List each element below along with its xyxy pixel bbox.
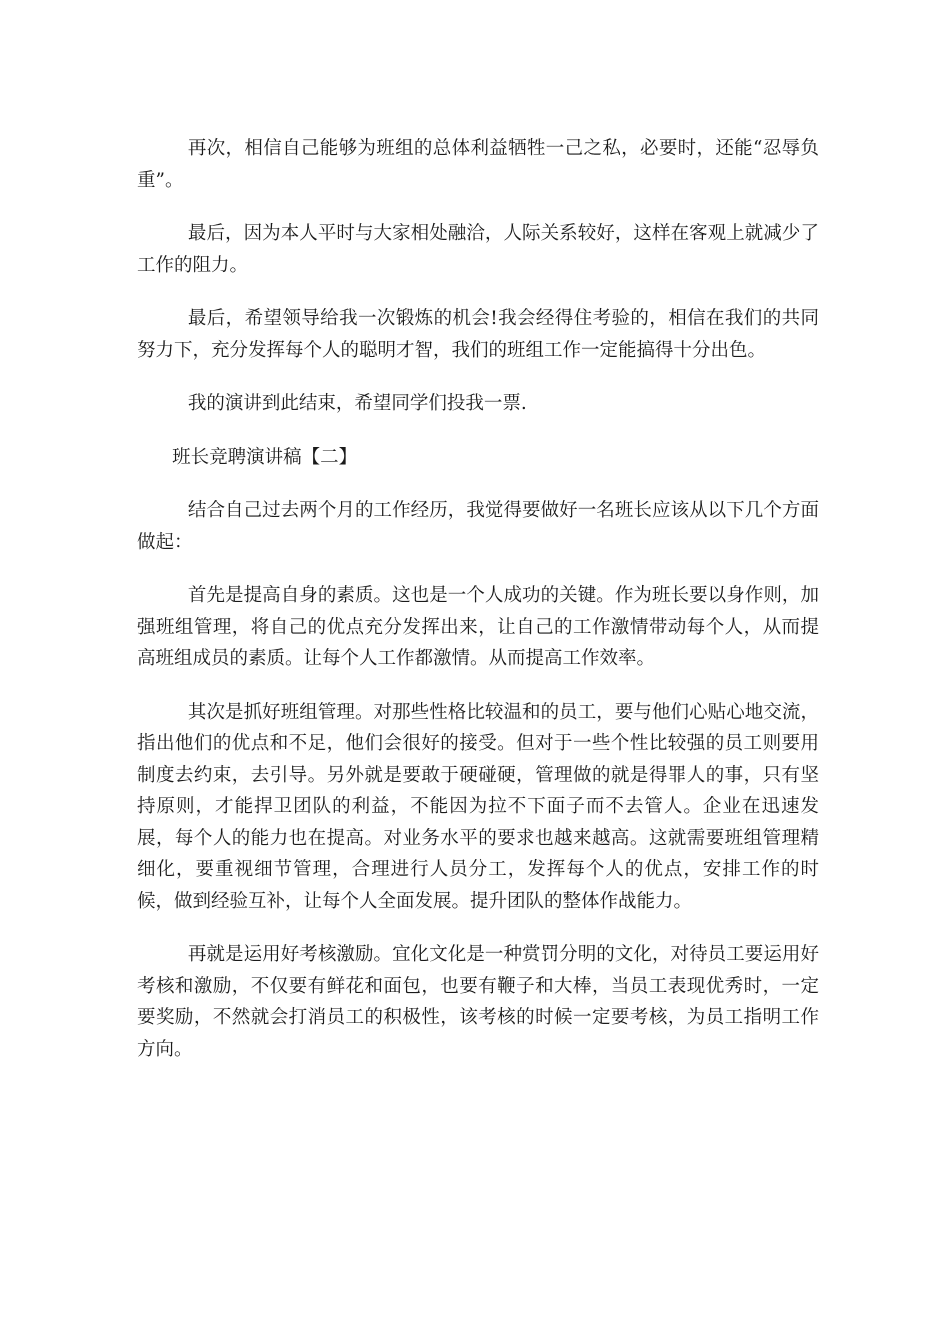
paragraph-team-management: 其次是抓好班组管理。对那些性格比较温和的员工，要与他们心贴心地交流，指出他们的优点和不足，他们会很好的接受。但对于一些个性比较强的员工则要用制度去约束，去引导。另外就是要敢于硬碰硬，管理做的就是得罪人的事，只有坚持原则，才能捍卫团队的利益，不能因为拉不下面子而不去管人。企业在迅速发展，每个人的能力也在提高。对业务水平的要求也越来越高。这就需要班组管理精细化，要重视细节管理，合理进行人员分工，发挥每个人的优点，安排工作的时候，做到经验互补，让每个人全面发展。提升团队的整体作战能力。: [137, 701, 819, 912]
document-body: [137, 133, 819, 1087]
paragraph-opportunity: 最后，希望领导给我一次锻炼的机会!我会经得住考验的，相信在我们的共同努力下，充分发挥每个人的聪明才智，我们的班组工作一定能搞得十分出色。: [137, 308, 819, 361]
paragraph-sacrifice: 再次，相信自己能够为班组的总体利益牺牲一己之私，必要时，还能“忍辱负重”。: [137, 138, 819, 191]
paragraph-self-quality: 首先是提高自身的素质。这也是一个人成功的关键。作为班长要以身作则，加强班组管理，将自己的优点充分发挥出来，让自己的工作激情带动每个人，从而提高班组成员的素质。让每个人工作都激情。从而提高工作效率。: [137, 585, 819, 669]
paragraph-relations: 最后，因为本人平时与大家相处融洽，人际关系较好，这样在客观上就减少了工作的阻力。: [137, 223, 819, 276]
paragraph-intro: 结合自己过去两个月的工作经历，我觉得要做好一名班长应该从以下几个方面做起：: [137, 500, 819, 553]
paragraph-assessment-incentive: 再就是运用好考核激励。宜化文化是一种赏罚分明的文化，对待员工要运用好考核和激励，不仅要有鲜花和面包，也要有鞭子和大棒，当员工表现优秀时，一定要奖励，不然就会打消员工的积极性，该考核的时候一定要考核，为员工指明工作方向。: [137, 944, 819, 1060]
paragraph-closing: 我的演讲到此结束，希望同学们投我一票.: [187, 393, 527, 414]
section-heading: 班长竞聘演讲稿【二】: [172, 446, 358, 468]
